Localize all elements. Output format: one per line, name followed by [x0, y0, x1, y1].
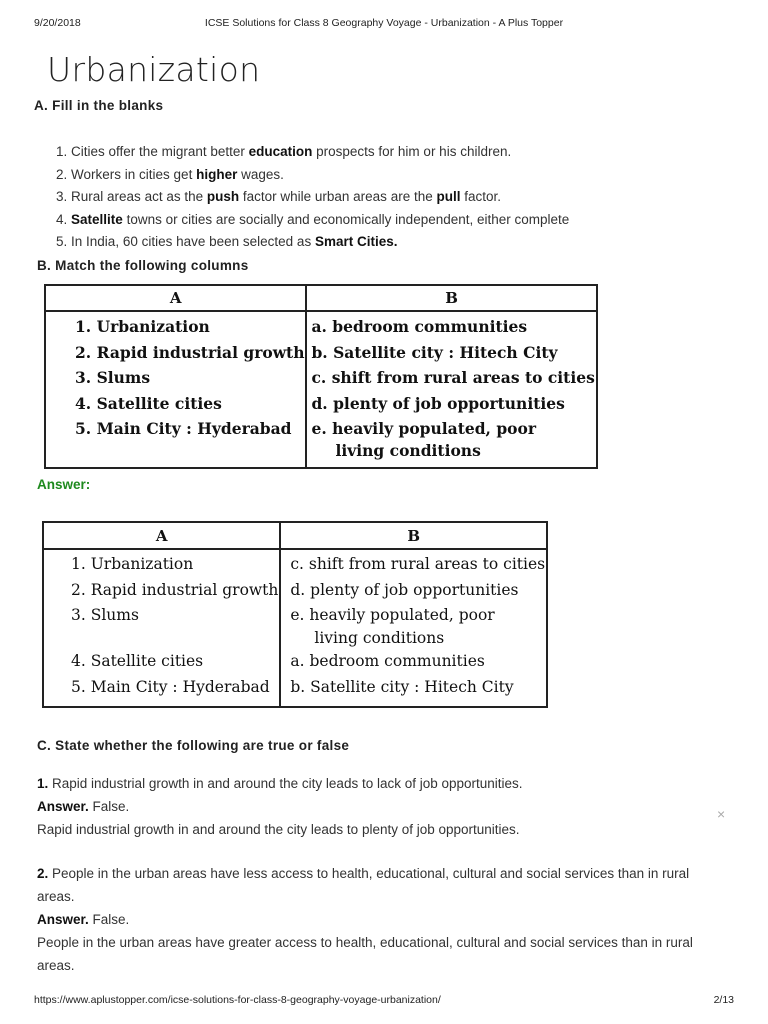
table-row: 5. Main City : Hyderabad: [75, 419, 292, 438]
section-a-heading: A. Fill in the blanks: [34, 98, 164, 113]
table-row: c. shift from rural areas to cities: [311, 368, 595, 387]
true-false-item: [37, 772, 727, 841]
column-b-header: B: [280, 522, 547, 549]
page-number: 2/13: [713, 994, 734, 1006]
correction: People in the urban areas have greater access to health, educational, cultural and social services than in rural areas.: [37, 935, 693, 973]
answer-label: Answer:: [37, 477, 91, 492]
table-row: 1. Urbanization: [71, 555, 194, 573]
list-item: 5. In India, 60 cities have been selected as Smart Cities.: [56, 234, 398, 249]
table-row: 4. Satellite cities: [75, 393, 222, 413]
column-b-cell: [306, 311, 596, 468]
table-row: b. Satellite city : Hitech City: [290, 677, 514, 696]
list-item: 3. Rural areas act as the push factor while urban areas are the pull factor.: [56, 189, 501, 204]
correction: Rapid industrial growth in and around the city leads to plenty of job opportunities.: [37, 822, 520, 837]
match-question-table: [44, 284, 598, 469]
table-row: c. shift from rural areas to cities: [290, 555, 546, 573]
table-row: e. heavily populated, poor living conditions: [290, 606, 495, 647]
column-a-cell: [43, 549, 280, 707]
section-c-heading: C. State whether the following are true or false: [37, 738, 350, 753]
table-row: a. bedroom communities: [290, 652, 485, 670]
table-row: a. bedroom communities: [311, 317, 528, 336]
table-row: 3. Slums: [75, 368, 151, 387]
column-a-header: A: [43, 522, 280, 549]
fill-in-blanks-list: [56, 143, 569, 256]
table-row: e. heavily populated, poor living conditions: [311, 419, 537, 460]
print-date: 9/20/2018: [34, 17, 81, 29]
column-b-cell: [280, 549, 547, 707]
statement: 2. People in the urban areas have less access to health, educational, cultural and social services than in rural areas.: [37, 866, 690, 904]
table-row: 1. Urbanization: [75, 317, 210, 336]
match-answer-table: [42, 521, 548, 708]
table-row: 2. Rapid industrial growth: [75, 342, 305, 362]
table-row: b. Satellite city : Hitech City: [311, 342, 558, 362]
print-header-title: ICSE Solutions for Class 8 Geography Voyage - Urbanization - A Plus Topper: [204, 17, 564, 29]
column-a-header: A: [45, 285, 306, 311]
footer-url: https://www.aplustopper.com/icse-solutions-for-class-8-geography-voyage-urbanization/: [34, 994, 441, 1006]
answer-line: Answer. False.: [37, 799, 130, 814]
section-b-heading: B. Match the following columns: [37, 258, 249, 273]
table-row: d. plenty of job opportunities: [311, 393, 565, 413]
list-item: 4. Satellite towns or cities are socially and economically independent, either complete: [56, 211, 570, 227]
answer-line: Answer. False.: [37, 912, 130, 927]
statement: 1. Rapid industrial growth in and around the city leads to lack of job opportunities.: [37, 776, 523, 791]
list-item: 1. Cities offer the migrant better education prospects for him or his children.: [56, 144, 512, 159]
column-b-header: B: [306, 285, 596, 311]
close-icon[interactable]: ×: [717, 806, 726, 822]
true-false-item: [37, 862, 727, 977]
page-title: Urbanization: [47, 50, 261, 89]
table-row: 3. Slums: [71, 606, 139, 624]
table-row: 2. Rapid industrial growth: [71, 580, 279, 599]
table-row: 4. Satellite cities: [71, 652, 204, 670]
table-row: d. plenty of job opportunities: [290, 580, 519, 599]
table-row: 5. Main City : Hyderabad: [71, 677, 270, 696]
column-a-cell: [45, 311, 306, 468]
list-item: 2. Workers in cities get higher wages.: [56, 166, 284, 182]
